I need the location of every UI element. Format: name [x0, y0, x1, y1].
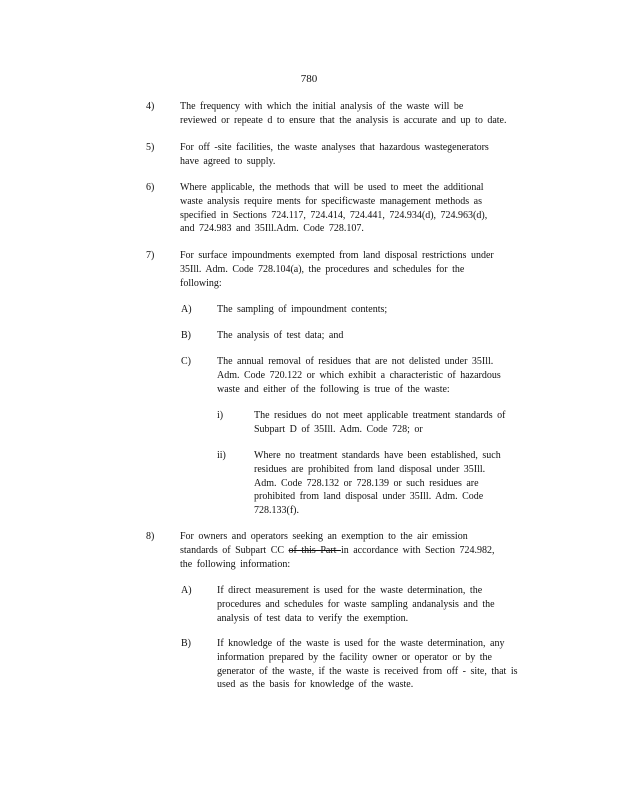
- text-line: 35Ill. Adm. Code 728.104(a), the procedures and schedules for the: [180, 263, 465, 275]
- item-text: [180, 141, 546, 169]
- text-line: information prepared by the facility owner or operator or by the: [217, 651, 492, 663]
- item-text: [180, 530, 546, 571]
- item-text: [180, 249, 546, 290]
- item-marker: 5): [146, 142, 155, 153]
- item-text: [217, 329, 546, 343]
- sub-list-item: [181, 329, 546, 343]
- item-marker: 4): [146, 101, 155, 112]
- item-marker: B): [181, 638, 191, 649]
- item-marker: A): [181, 304, 192, 315]
- text-line: have agreed to supply.: [180, 155, 276, 167]
- item-marker: 6): [146, 182, 155, 193]
- item-marker: A): [181, 585, 192, 596]
- list-item: [146, 530, 546, 571]
- text-line: prohibited from land disposal under 35Ill. Adm. Code: [254, 491, 484, 503]
- item-marker: i): [217, 410, 224, 421]
- list-item: [146, 249, 546, 290]
- sub-sub-list-item: [217, 449, 547, 518]
- text-line: For owners and operators seeking an exemption to the air emission: [180, 531, 468, 542]
- item-marker: C): [181, 356, 191, 367]
- struck-text: of this Part: [288, 544, 341, 556]
- text-line: the following information:: [180, 558, 291, 570]
- text-fragment: standards of Subpart CC: [180, 544, 289, 556]
- text-line: used as the basis for knowledge of the waste.: [217, 679, 414, 691]
- item-text: [180, 100, 546, 128]
- text-line: The annual removal of residues that are not delisted under 35Ill.: [217, 356, 494, 367]
- list-item: [146, 141, 546, 169]
- item-text: [254, 449, 547, 518]
- text-line: reviewed or repeate d to ensure that the analysis is accurate and up to date.: [180, 114, 507, 126]
- text-line: Subpart D of 35Ill. Adm. Code 728; or: [254, 423, 423, 435]
- text-line: For surface impoundments exempted from land disposal restrictions under: [180, 250, 494, 261]
- text-line: The residues do not meet applicable treatment standards of: [254, 410, 506, 421]
- text-line: 728.133(f).: [254, 505, 299, 517]
- item-text: [217, 584, 546, 625]
- sub-sub-list-item: [217, 409, 547, 437]
- text-line: For off -site facilities, the waste analyses that hazardous wastegenerators: [180, 142, 489, 153]
- text-line: waste and either of the following is true of the waste:: [217, 383, 450, 395]
- list-item: [146, 100, 546, 128]
- item-text: [217, 303, 546, 317]
- text-line: The sampling of impoundment contents;: [217, 304, 388, 315]
- text-fragment: in accordance with Section 724.982,: [340, 544, 495, 556]
- text-line: procedures and schedules for waste sampling andanalysis and the: [217, 598, 495, 610]
- text-line: generator of the waste, if the waste is received from off - site, that is: [217, 665, 518, 677]
- sub-list-item: [181, 584, 546, 625]
- item-marker: 7): [146, 250, 155, 261]
- text-line: Where applicable, the methods that will be used to meet the additional: [180, 182, 484, 193]
- item-text: [180, 181, 546, 236]
- item-text: [217, 637, 546, 692]
- text-line: waste analysis require ments for specificwaste management methods as: [180, 195, 483, 207]
- list-item: [146, 181, 546, 236]
- sub-list-item: [181, 355, 546, 396]
- text-line: Adm. Code 728.132 or 728.139 or such residues are: [254, 477, 479, 489]
- text-line: Adm. Code 720.122 or which exhibit a characteristic of hazardous: [217, 369, 501, 381]
- text-line: The analysis of test data; and: [217, 330, 344, 341]
- text-line: If knowledge of the waste is used for the waste determination, any: [217, 638, 505, 649]
- text-line: Where no treatment standards have been established, such: [254, 450, 501, 461]
- page-number: 780: [300, 73, 318, 85]
- sub-list-item: [181, 303, 546, 317]
- item-marker: B): [181, 330, 191, 341]
- text-line: following:: [180, 277, 222, 289]
- text-line: The frequency with which the initial analysis of the waste will be: [180, 101, 464, 112]
- item-text: [217, 355, 546, 396]
- text-line: analysis of test data to verify the exemption.: [217, 612, 409, 624]
- text-line: If direct measurement is used for the waste determination, the: [217, 585, 483, 596]
- text-line: and 724.983 and 35Ill.Adm. Code 728.107.: [180, 223, 364, 235]
- item-marker: 8): [146, 531, 155, 542]
- text-line: specified in Sections 724.117, 724.414, 724.441, 724.934(d), 724.963(d),: [180, 209, 488, 221]
- item-marker: ii): [217, 450, 226, 461]
- text-line: residues are prohibited from land disposal under 35Ill.: [254, 463, 486, 475]
- text-line: [180, 544, 546, 558]
- item-text: [254, 409, 547, 437]
- sub-list-item: [181, 637, 546, 692]
